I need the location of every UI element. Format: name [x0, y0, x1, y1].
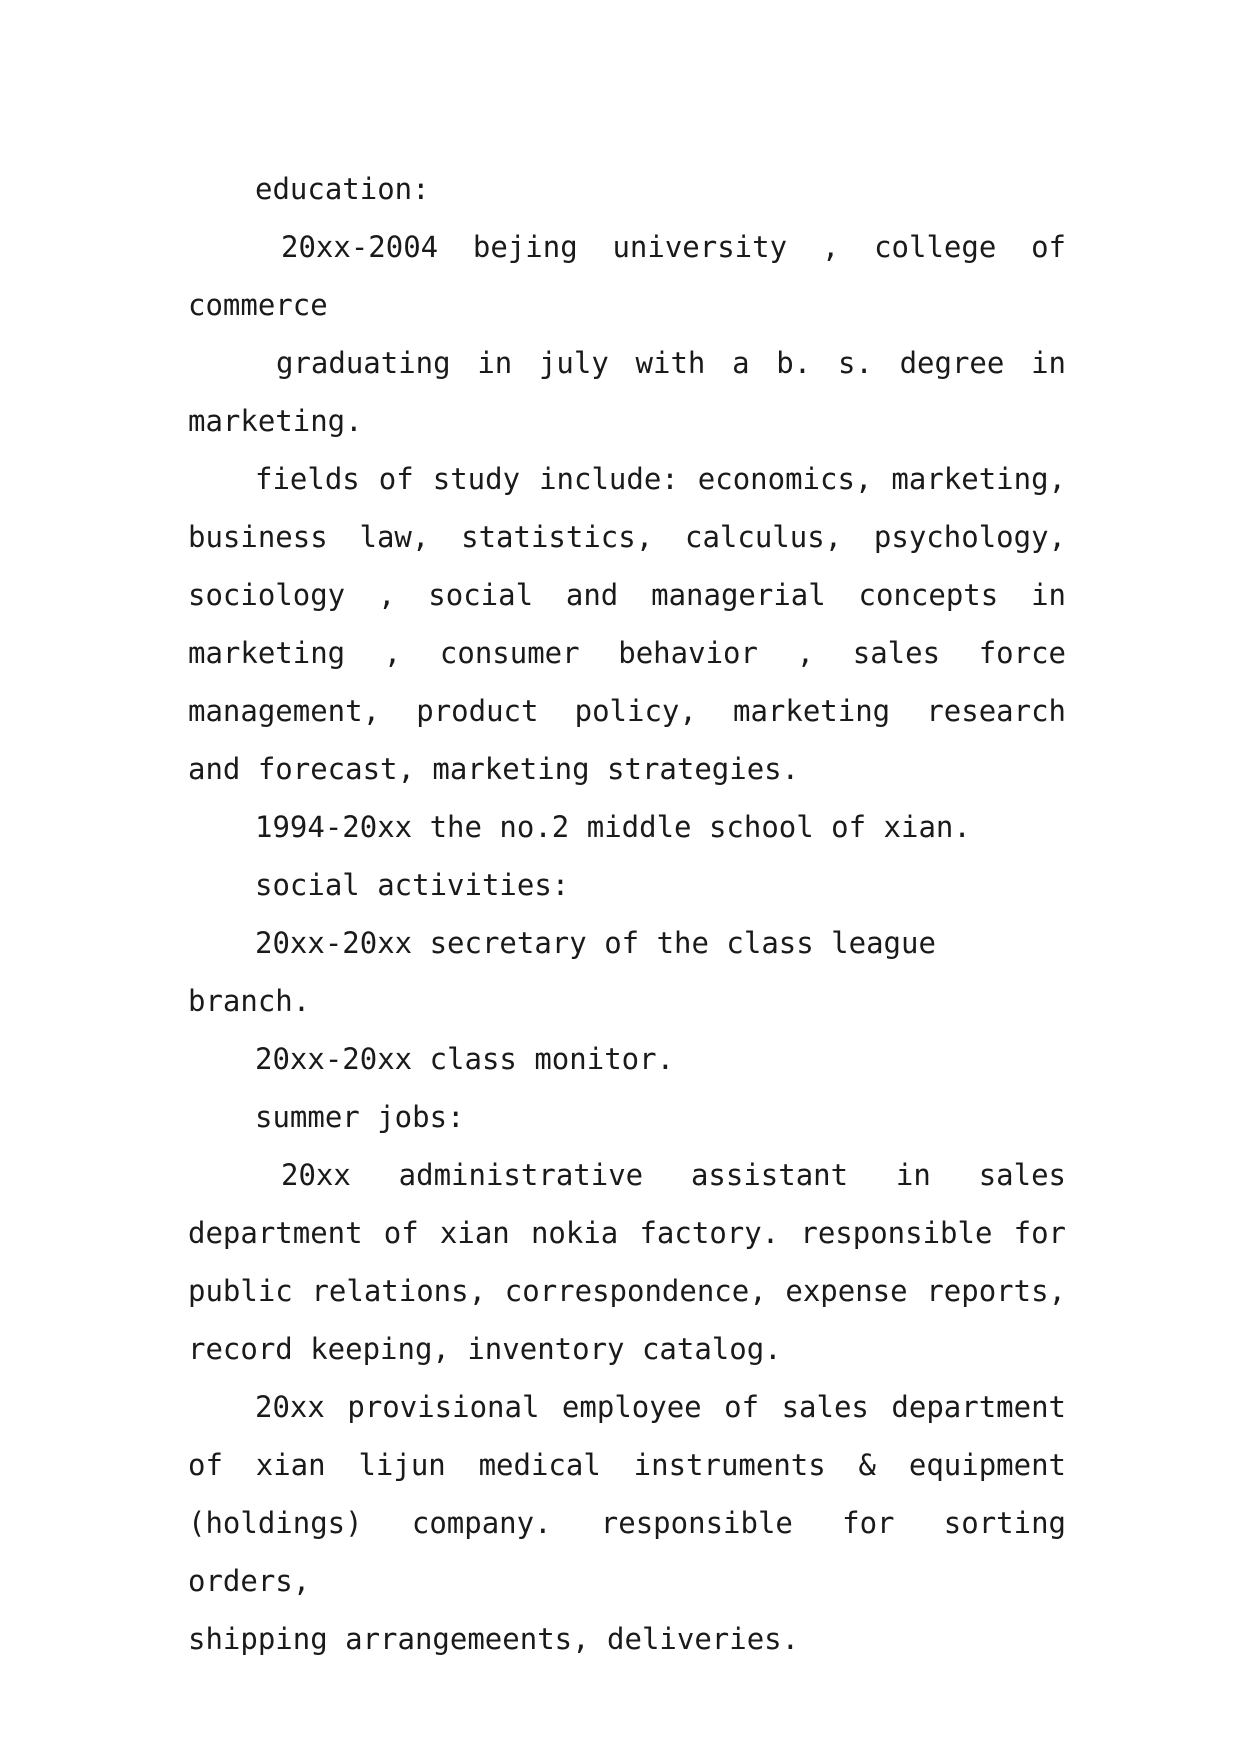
job-line: public relations, correspondence, expense reports,	[188, 1274, 1066, 1308]
education-entry-line: graduating in july with a b. s. degree in	[276, 346, 1066, 380]
fields-line: and forecast, marketing strategies.	[188, 752, 800, 786]
social-activity-item: 20xx-20xx secretary of the class league branch.	[188, 926, 936, 1018]
fields-line: marketing , consumer behavior , sales force	[188, 636, 1066, 670]
job-line: 20xx administrative assistant in sales	[281, 1158, 1066, 1192]
education-heading: education:	[255, 172, 430, 206]
job-line: shipping arrangemeents, deliveries.	[188, 1622, 800, 1656]
job-line: record keeping, inventory catalog.	[188, 1332, 782, 1366]
education-entry-line: 20xx-2004 bejing university , college of	[281, 230, 1066, 264]
education-entry-degree	[188, 334, 1066, 450]
social-activity-item: 20xx-20xx class monitor.	[255, 1042, 675, 1076]
fields-line: business law, statistics, calculus, psychology,	[188, 520, 1066, 554]
summer-job-lijun	[188, 1378, 1066, 1668]
job-line: 20xx provisional employee of sales department	[255, 1390, 1066, 1424]
social-activities-heading: social activities:	[255, 868, 570, 902]
fields-of-study	[188, 450, 1066, 798]
job-line: department of xian nokia factory. responsible for	[188, 1216, 1066, 1250]
job-line: (holdings) company. responsible for sorting orders,	[188, 1506, 1066, 1598]
fields-line: management, product policy, marketing research	[188, 694, 1066, 728]
job-line: of xian lijun medical instruments & equipment	[188, 1448, 1066, 1482]
education-entry-line: commerce	[188, 288, 328, 322]
education-entry-line: marketing.	[188, 404, 363, 438]
summer-job-nokia	[188, 1146, 1066, 1378]
fields-line: fields of study include: economics, marketing,	[255, 462, 1066, 496]
resume-body	[188, 160, 1066, 1668]
fields-line: sociology , social and managerial concepts in	[188, 578, 1066, 612]
education-entry-university	[188, 218, 1066, 334]
middle-school-entry: 1994-20xx the no.2 middle school of xian.	[255, 810, 971, 844]
summer-jobs-heading: summer jobs:	[255, 1100, 465, 1134]
